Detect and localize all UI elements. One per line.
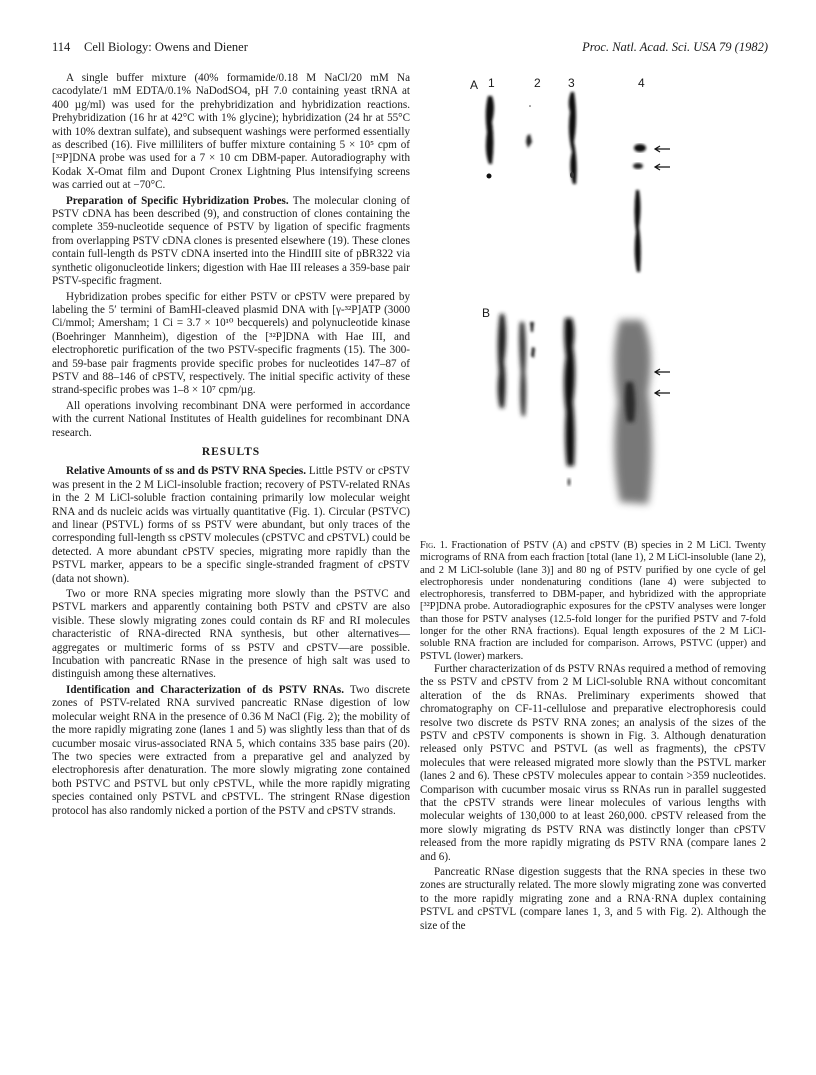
right-paragraph-rnase: Pancreatic RNase digestion suggests that the RNA species in these two zones are structurally related. The more slowly migrating zone was converted to the more rapidly migrating zone and a RNA·RNA duplex containing PSTVL and cPSTVL (compare lanes 1, 3, and 5 with Fig. 2). Although the size of the bbox=[420, 866, 766, 932]
panel-b-lane-1b-smear bbox=[519, 322, 526, 416]
methods-paragraph-buffer: A single buffer mixture (40% formamide/0.18 M NaCl/20 mM Na cacodylate/1 mM EDTA/0.1% NaDodSO4, pH 7.0 containing yeast tRNA at 400 µg/ml) was used for the prehybridization and hybridization reactions. Prehybridization (16 hr at 42°C with 1% glycine); hybridization (24 hr at 55°C with 10% dextran sulfate), and subsequent washings were performed essentially as described (16). Five milliliters of buffer mixture containing 5 × 10⁵ cpm of [³²P]DNA probe was used for a 7 × 10 cm DBM-paper. Autoradiography with Kodak X-Omat film and Dupont Cronex Lightning Plus intensifying screens was carried out at −70°C. bbox=[52, 72, 410, 192]
panel-label-b: B bbox=[482, 306, 491, 320]
arrow-pstv-c-a bbox=[655, 146, 670, 152]
right-column bbox=[420, 540, 766, 933]
results-heading: RESULTS bbox=[201, 445, 261, 458]
results-paragraph-ds-rna: Identification and Characterization of ds PSTV RNAs. Two discrete zones of PSTV-related RNA survived pancreatic RNase digestion of low molecular weight RNA in the presence of 0.36 M NaCl (Fig. 2); the mobility of the more rapidly migrating zone (lanes 1 and 5) was slightly less than that of ds cucumber mosaic virus-associated RNA 5, which contains 335 base pairs (20). The two species were extracted from a preparative gel and analyzed by electrophoresis after denaturation. The more slowly migrating zone contained both PSTVC and PSTVL but only cPSTVL, while the more rapidly migrating species contained only PSTVL and cPSTVL. The stringent RNase digestion protocol has also randomly nicked a portion of the PSTV and cPSTV strands. bbox=[52, 683, 410, 817]
panel-a-lane-3-tail bbox=[570, 172, 574, 178]
page-number: 114 bbox=[52, 40, 71, 54]
panel-b-lane-3-smear bbox=[564, 318, 575, 466]
panel-label-a: A bbox=[470, 78, 479, 92]
panel-a-lanes bbox=[486, 92, 670, 272]
right-paragraph-characterization: Further characterization of ds PSTV RNAs required a method of removing the ss PSTV and cPSTV from 2 M LiCl-soluble RNA without concomitant alteration of the ds RNAs. Preliminary experiments showed that chromatography on CF-11-cellulose and preparative electrophoresis could resolve two discrete ds PSTV RNA zones; an analysis of the sizes of the PSTV and cPSTV components is shown in Fig. 3. Although denaturation released only PSTVC and PSTVL (as well as fragments), the cPSTV molecules that were released migrated more slowly than the PSTVL marker (lanes 2 and 6). These cPSTV molecules appear to contain >359 nucleotides. Comparison with cucumber mosaic virus ss RNAs run in parallel suggested that the cPSTV strands were linear molecules of various lengths with molecular weights of 130,000 to at least 260,000. cPSTV released from the more slowly migrating ds PSTV RNA was distinctly longer than cPSTV released from the more rapidly migrating ds PSTV RNA (compare lanes 2 and 6). bbox=[420, 662, 766, 863]
panel-b-lane-2-bands bbox=[530, 322, 535, 358]
lane-number-3: 3 bbox=[568, 76, 575, 90]
figure-1-autoradiograph bbox=[470, 72, 770, 522]
running-title: Cell Biology: Owens and Diener bbox=[84, 40, 248, 54]
panel-a-lane-4-lower-band bbox=[633, 163, 643, 169]
panel-a-lane-1-spot bbox=[487, 174, 492, 179]
results-paragraph-slow-species: Two or more RNA species migrating more slowly than the PSTVC and PSTVL markers and apparently containing both PSTV and cPSTV are also visible. These slowly migrating zones could contain ds RF and RI molecules characteristic of RNA-directed RNA synthesis, but other alternatives—aggregates or multimeric forms of ss PSTV and cPSTV—are possible. Incubation with pancreatic RNase in the presence of high salt was used to distinguish among these alternatives. bbox=[52, 588, 410, 681]
methods-paragraph-labeling: Hybridization probes specific for either PSTV or cPSTV were prepared by labeling the 5′ termini of BamHI-cleaved plasmid DNA with [γ-³²P]ATP (3000 Ci/mmol; Amersham; 1 Ci = 3.7 × 10¹⁰ becquerels) and polynucleotide kinase (Boehringer Mannheim), digestion of the [³²P]DNA with Hae III, and electrophoretic purification of the two PSTV-specific fragments (15). The 300- and 59-base pair fragments provide specific probes for nucleotides 147–87 of PSTV and 88–146 of cPSTV, respectively. The initial specific activity of these strand-specific probes was 1–8 × 10⁷ cpm/µg. bbox=[52, 290, 410, 397]
lane-number-2: 2 bbox=[534, 76, 541, 90]
journal-citation: Proc. Natl. Acad. Sci. USA 79 (1982) bbox=[582, 40, 768, 54]
arrow-pstv-l-b bbox=[655, 390, 670, 396]
results-paragraph-relative-amounts: Relative Amounts of ss and ds PSTV RNA Species. Little PSTV or cPSTV was present in the 2 M LiCl-insoluble fraction; recovery of PSTV-related RNAs in the 2 M LiCl-soluble fraction containing primarily low molecular weight RNA and ds nucleic acids was virtually quantitative (Fig. 1). Circular (PSTVC) and linear (PSTVL) forms of ss PSTV were abundant, but only traces of the corresponding full-length ss cPSTV molecules (cPSTVC and cPSTVL) could be detected. A more abundant cPSTV species, migrating more rapidly than the PSTVL marker, appears to be a specific single-stranded fragment of cPSTV (data not shown). bbox=[52, 465, 410, 585]
panel-a-lane-4-upper-band bbox=[634, 144, 646, 152]
running-header bbox=[52, 40, 768, 58]
panel-a-lane-3-band bbox=[569, 92, 577, 184]
methods-paragraph-guidelines: All operations involving recombinant DNA were performed in accordance with the current National Institutes of Health guidelines for recombinant DNA research. bbox=[52, 399, 410, 439]
panel-a-lane-4-smear bbox=[635, 190, 641, 272]
methods-paragraph-probes: Preparation of Specific Hybridization Probes. The molecular cloning of PSTV cDNA has been described (9), and construction of clones containing the complete 359-nucleotide sequence of PSTV by ligation of specific fragments from overlapping PSTV cDNA clones is presented elsewhere (19). These clones contain full-length ds PSTV cDNA inserted into the HindIII site of pBR322 via synthetic oligonucleotide linkers; digestion with Hae III releases a 359-base pair PSTV-specific fragment. bbox=[52, 194, 410, 288]
panel-a-lane-2-speck bbox=[529, 105, 531, 107]
panel-b-lane-4-band bbox=[625, 382, 636, 422]
section-run-in-heading: Identification and Characterization of ds PSTV RNAs. bbox=[66, 683, 345, 696]
arrow-pstv-l-a bbox=[655, 164, 670, 170]
panel-b-lane-3-tail bbox=[568, 478, 571, 486]
panel-b-lanes bbox=[498, 314, 670, 504]
panel-b-lane-1-smear bbox=[498, 314, 506, 408]
gel-image bbox=[470, 72, 770, 522]
section-run-in-heading: Preparation of Specific Hybridization Probes. bbox=[66, 194, 289, 207]
arrow-pstv-c-b bbox=[655, 369, 670, 375]
lane-number-4: 4 bbox=[638, 76, 645, 90]
figure-1-caption: Fig. 1. Fractionation of PSTV (A) and cPSTV (B) species in 2 M LiCl. Twenty micrograms of RNA from each fraction [total (lane 1), 2 M LiCl-insoluble (lane 2), and 2 M LiCl-soluble (lane 3)] and 80 ng of PSTV purified by one cycle of gel electrophoresis under nondenaturing conditions (lane 4) were subjected to electrophoresis, transferred to DBM-paper, and hybridized with the appropriate [³²P]DNA probe. Autoradiographic exposures for the cPSTV analyses were longer than those for PSTV analyses (12.5-fold longer for the purified PSTV and 7-fold longer for the other RNA fractions). Equal length exposures of the 2 M LiCl-soluble RNA fraction are included for comparison. Arrows, PSTVC (upper) and PSTVL (lower) markers. bbox=[420, 540, 767, 662]
lane-number-1: 1 bbox=[488, 76, 495, 90]
panel-a-lane-1-band bbox=[486, 96, 494, 164]
left-column bbox=[52, 72, 410, 818]
section-run-in-heading: Relative Amounts of ss and ds PSTV RNA Species. bbox=[66, 465, 306, 478]
panel-a-lane-2-band bbox=[526, 134, 532, 148]
figure-label: Fig. 1. bbox=[420, 540, 448, 551]
